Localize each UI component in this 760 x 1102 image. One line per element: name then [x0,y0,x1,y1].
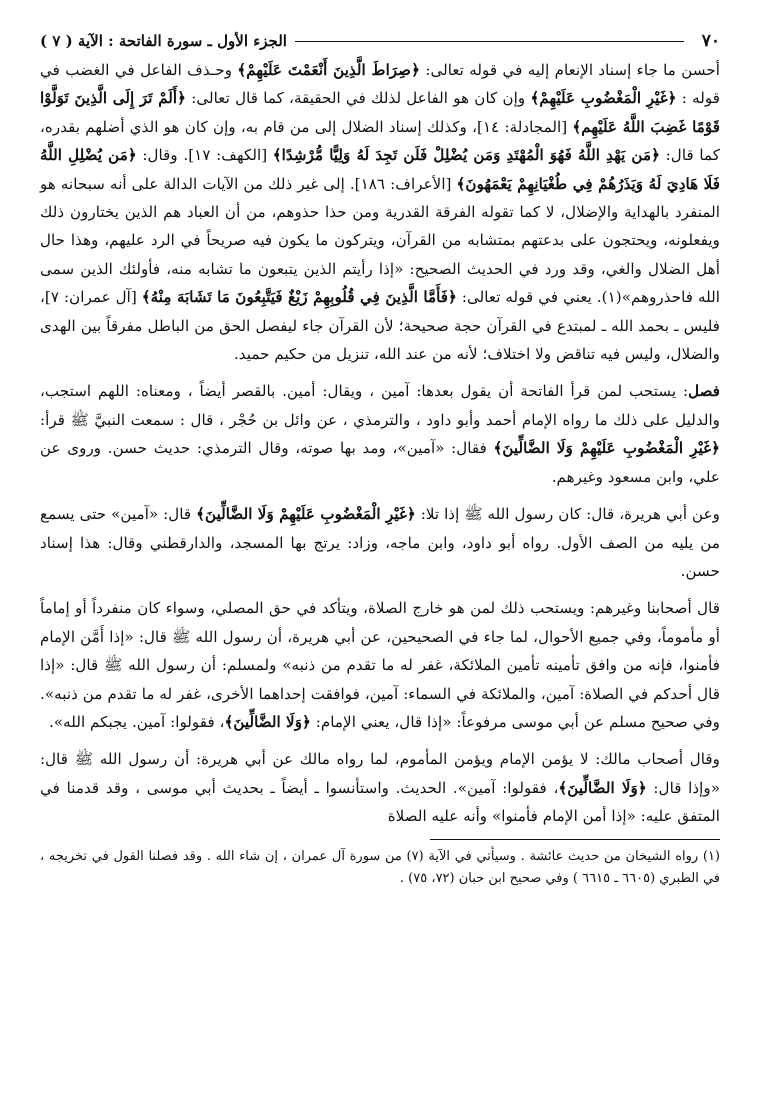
text-run: وقال أصحاب مالك: لا يؤمن الإمام ويؤمن المأموم، لما رواه مالك عن أبي هريرة: أن رسول الله ﷺ قال: «وإذا قال: [40,750,720,797]
quran-quote: ﴿صِرَاطَ الَّذِينَ أَنْعَمْتَ عَلَيْهِمْ﴾ [237,61,420,79]
book-page [40,28,720,890]
quran-quote: ﴿أَلَمْ تَرَ إِلَى الَّذِينَ تَوَلَّوْا قَوْمًا غَضِبَ اللَّهُ عَلَيْهِم﴾ [40,89,720,136]
text-run: [الكهف: ١٧]. وقال: [136,146,273,165]
text-run: ، فقولوا: آمين». الحديث. واستأنسوا ـ أيضاً ـ بحديث أبي موسى ، وقد قدمنا في المتفق عليه: «إذا أمن الإمام فأمنوا» وأنه عليه الصلاة [40,778,720,826]
quran-quote: ﴿غَيْرِ الْمَغْضُوبِ عَلَيْهِمْ وَلَا الضَّالِّينَ﴾ [493,439,720,458]
quran-quote: فصل [688,382,720,401]
paragraph [40,500,720,585]
footnote-divider [430,839,720,840]
paragraph [40,745,720,830]
text-run: فقال: «آمين»، ومد بها صوته، وقال الترمذي: حديث حسن. وروى عن علي، وابن مسعود وغيرهم. [40,439,720,486]
text-run: قال: «آمين» حتى يسمع من يليه من الصف الأول. رواه أبو داود، وابن ماجه، وزاد: يرتج بها المسجد، والدارقطني وقال: هذا إسناد حسن. [40,505,720,580]
text-run: ، فقولوا: آمين. يجبكم الله». [49,712,225,731]
paragraph [40,594,720,736]
text-run: [الأعراف: ١٨٦]. إلى غير ذلك من الآيات الدالة على أنه سبحانه هو المنفرد بالهداية والإضلال، لا كما تقوله الفرقة القدرية ومن حذا حذوهم، من أن العباد هم الذين يختارون ذلك ويفعلونه، ويحتجون على بدعتهم بمتشابه من القرآن، ويتركون ما يكون فيه صريحاً في الرد عليهم، وهذا حال أهل الضلال والغي، وقد ورد في الحديث الصحيح: «إذا رأيتم الذين يتبعون ما تشابه منه، فأولئك الذين سمى الله فاحذروهم»(١). يعني في قوله تعالى: [40,174,720,307]
quran-quote: ﴿فَأَمَّا الَّذِينَ فِي قُلُوبِهِمْ زَيْغٌ فَيَتَّبِعُونَ مَا تَشَابَهَ مِنْهُ﴾ [141,288,457,307]
text-run: : يستحب لمن قرأ الفاتحة أن يقول بعدها: آمين ، ويقال: أمين. بالقصر أيضاً ، ومعناه: اللهم استجب، والدليل على ذلك ما رواه الإمام أحمد وأبو داود ، والترمذي ، عن وائل بن حُجْر ، قال : سمعت النبيَّ ﷺ قرأ: [40,382,720,429]
quran-quote: ﴿وَلَا الضَّالِّينَ﴾ [224,712,311,731]
running-header [40,28,720,54]
quran-quote: ﴿مَن يَهْدِ اللَّهُ فَهُوَ الْمُهْتَدِ وَمَن يُضْلِلْ فَلَن تَجِدَ لَهُ وَلِيًّا مُّرْشِدًا﴾ [272,146,661,165]
text-run: وحـذف الفاعل في الغضب في قوله : [40,61,720,108]
text-run: قال أصحابنا وغيرهم: ويستحب ذلك لمن هو خارج الصلاة، ويتأكد في حق المصلي، وسواء كان منفرداً أو إماماً أو مأموماً، وفي جميع الأحوال، لما جاء في الصحيحين، عن أبي هريرة، أن رسول الله ﷺ قال: «إذا أَمَّن الإمام فأمنوا، فإنه من وافق تأمينه تأمين الملائكة، غفر له ما تقدم من ذنبه» ولمسلم: أن رسول الله ﷺ قال: «إذا قال أحدكم في الصلاة: آمين، والملائكة في السماء: آمين، فوافقت إحداهما الأخرى، غفر له ما تقدم من ذنبه». وفي صحيح مسلم عن أبي موسى مرفوعاً: «إذا قال، يعني الإمام: [40,599,720,731]
paragraph [40,56,720,368]
text-run: وعن أبي هريرة، قال: كان رسول الله ﷺ إذا تلا: [415,505,720,524]
text-run: [المجادلة: ١٤]، وكذلك إسناد الضلال إلى من قام به، وإن كان هو الذي أضلهم بقدره، كما قال: [40,117,720,165]
quran-quote: ﴿وَلَا الضَّالِّينَ﴾ [558,778,647,797]
quran-quote: ﴿غَيْرِ الْمَغْضُوبِ عَلَيْهِمْ وَلَا الضَّالِّينَ﴾ [196,505,416,524]
header-title: الجزء الأول ـ سورة الفاتحة : الآية ( ٧ ) [40,32,287,50]
text-run: وإن كان هو الفاعل لذلك في الحقيقة، كما قال تعالى: [186,89,531,108]
paragraph [40,377,720,491]
page-number: ٧٠ [701,31,720,51]
body-text [40,56,720,831]
footnote: (١) رواه الشيخان من حديث عائشة . وسيأتي في الآية (٧) من سورة آل عمران ، إن شاء الله . وقد فصلنا القول في تخريجه ، في الطبري (٦٦٠٥ ـ ٦٦١٥ ) وفي صحيح ابن حبان (٧٢، ٧٥) . [40,848,720,886]
text-run: [آل عمران: ٧]، فليس ـ بحمد الله ـ لمبتدع في القرآن حجة صحيحة؛ لأن القرآن جاء ليفصل الحق من الباطل مفرقاً بين الهدى والضلال، وليس فيه تناقض ولا اختلاف؛ لأنه من عند الله، تنزيل من حكيم حميد. [40,288,720,364]
quran-quote: ﴿مَن يُضْلِلِ اللَّهُ فَلَا هَادِيَ لَهُ وَيَذَرُهُمْ فِي طُغْيَانِهِمْ يَعْمَهُونَ﴾ [40,146,720,193]
text-run: أحسن ما جاء إسناد الإنعام إليه في قوله تعالى: [419,61,720,79]
header-rule [295,41,684,42]
quran-quote: ﴿غَيْرِ الْمَغْضُوبِ عَلَيْهِمْ﴾ [530,89,677,108]
